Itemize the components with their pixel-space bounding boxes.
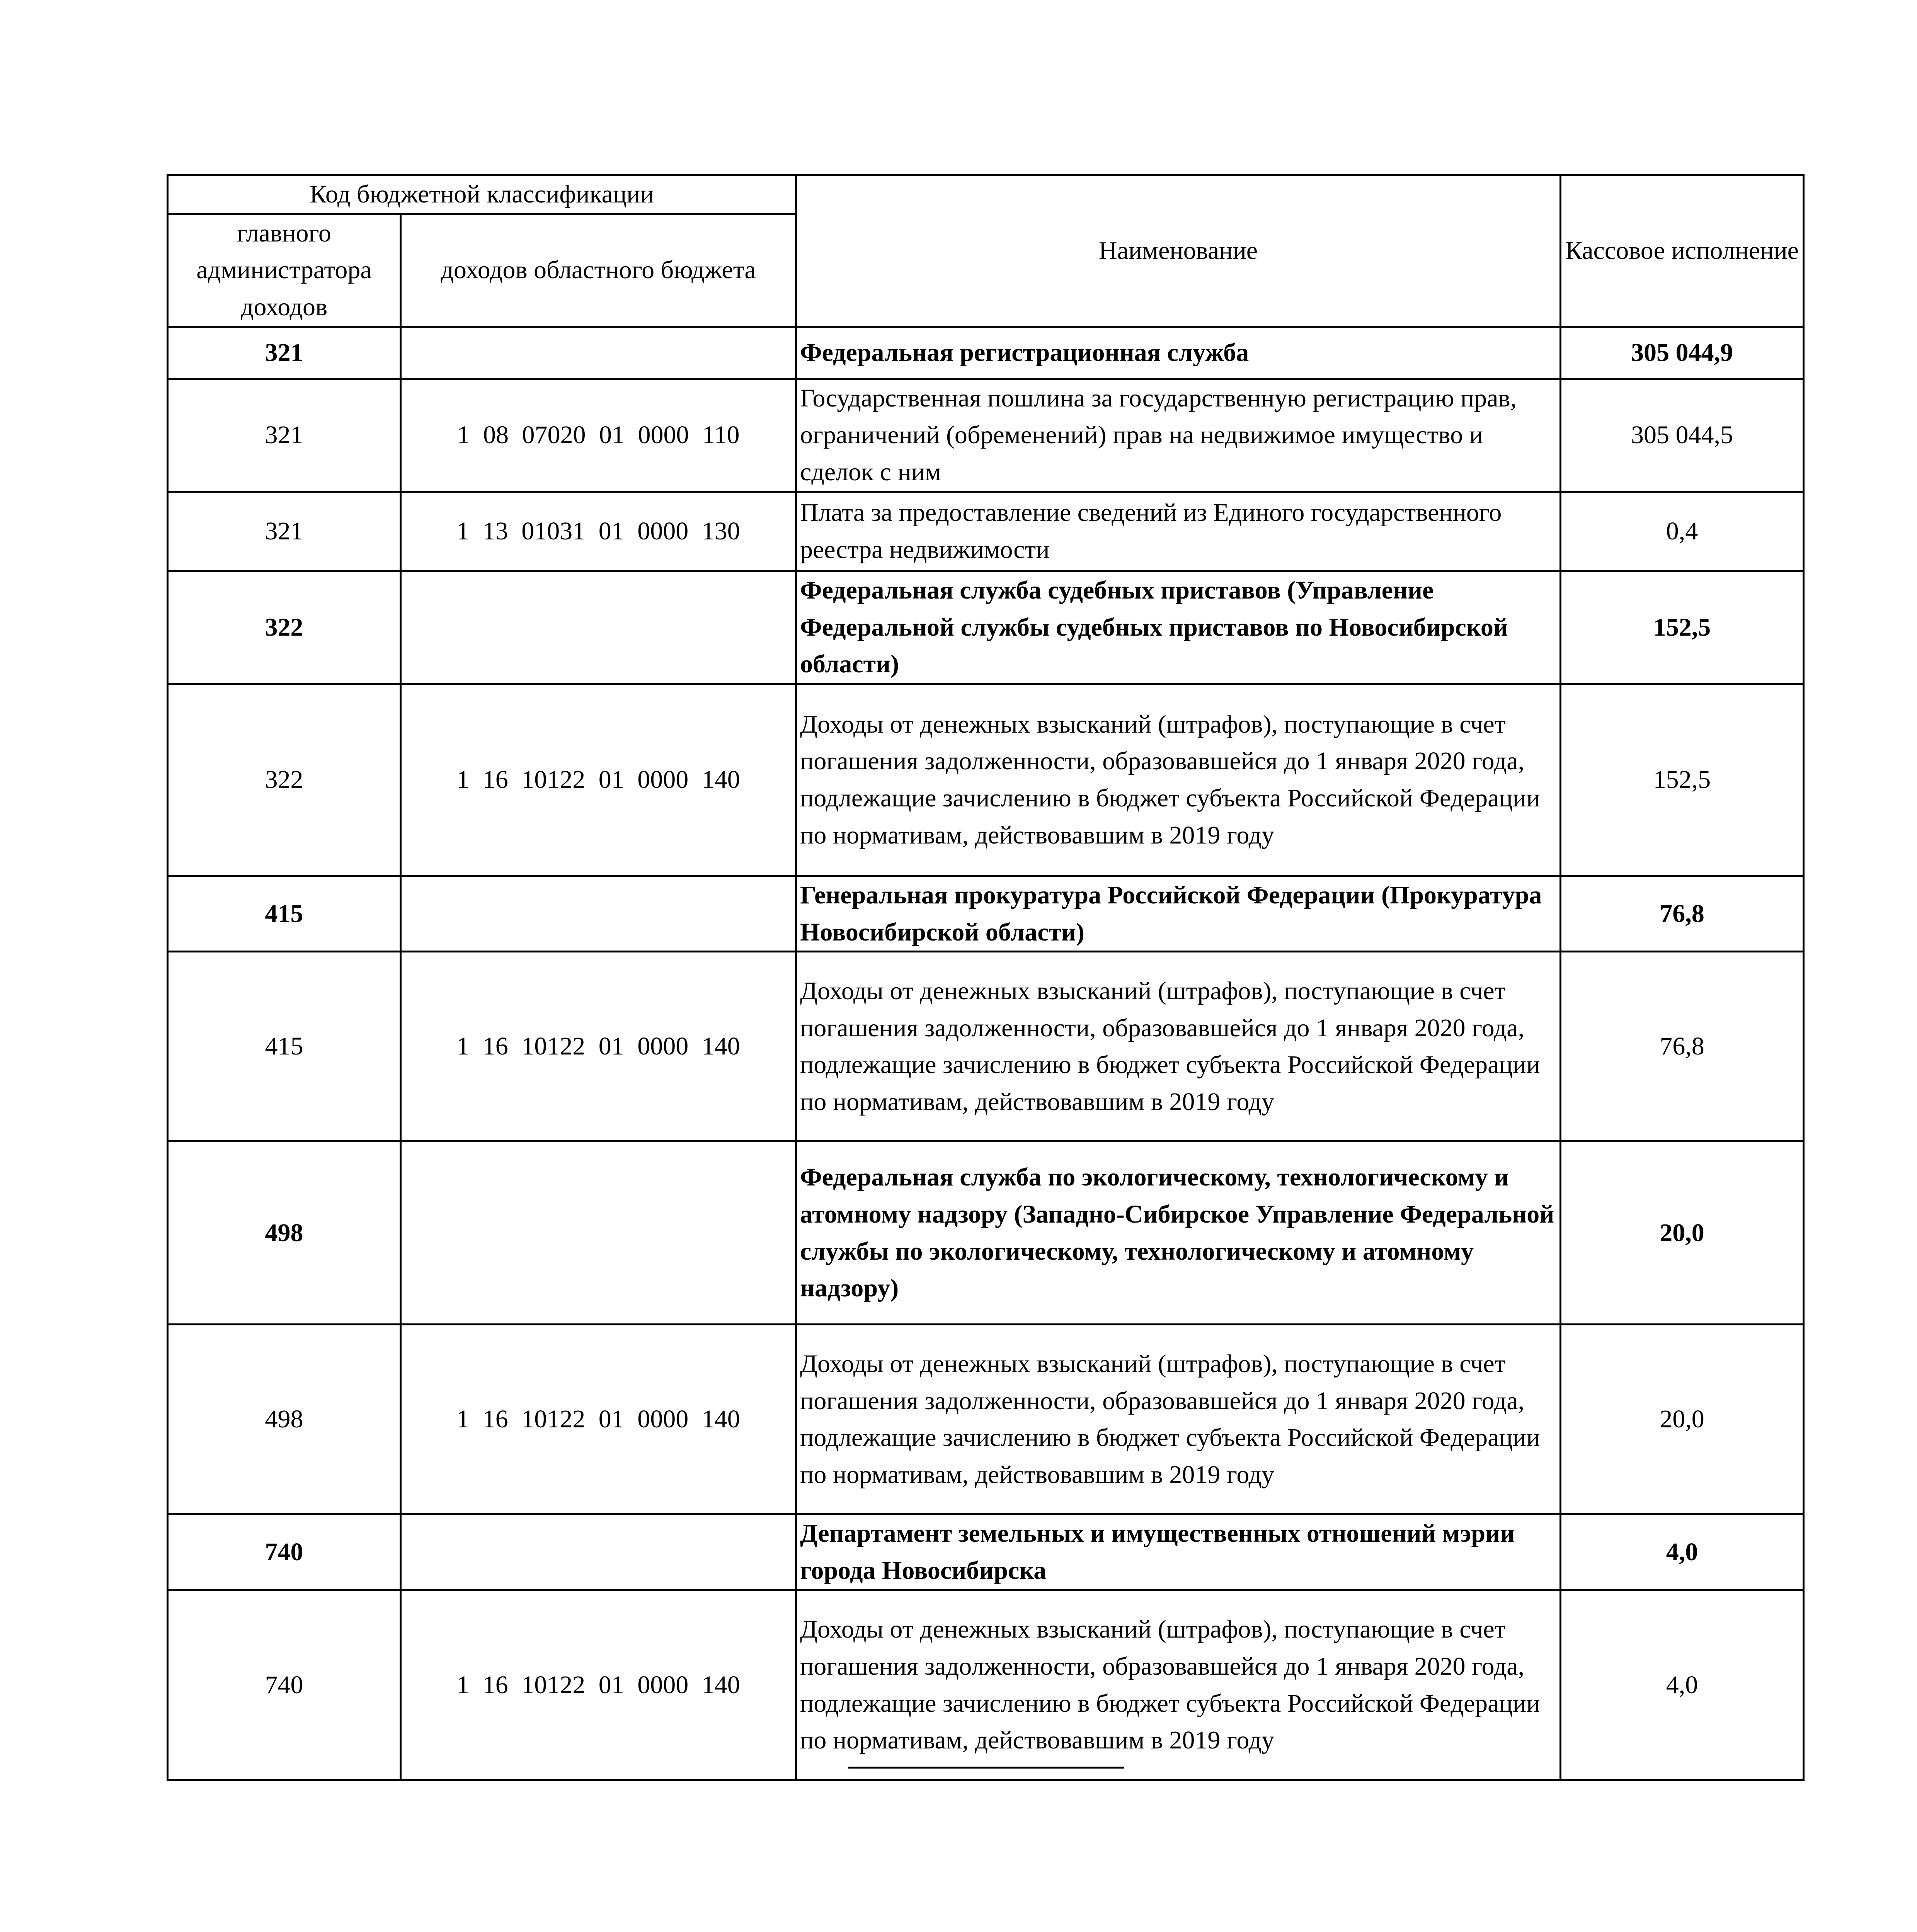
name-cell: Доходы от денежных взысканий (штрафов), поступающие в счет погашения задолженности, образовавшейся до 1 января 2020 года, подлежащие зачислению в бюджет субъекта Российской Федерации по нормативам, действовавшим в 2019 году bbox=[796, 952, 1561, 1141]
admin-code-cell: 498 bbox=[168, 1325, 401, 1514]
income-code-cell: 1 16 10122 01 0000 140 bbox=[401, 952, 796, 1141]
header-cash-execution: Кассовое исполнение bbox=[1561, 175, 1804, 327]
table-row bbox=[168, 1141, 1804, 1325]
table-row bbox=[168, 492, 1804, 571]
header-budget-code-group: Код бюджетной классификации bbox=[168, 175, 796, 214]
admin-code-cell: 321 bbox=[168, 327, 401, 379]
header-regional-budget-income: доходов областного бюджета bbox=[401, 214, 796, 327]
amount-cell: 0,4 bbox=[1561, 492, 1804, 571]
income-code-cell bbox=[401, 571, 796, 684]
income-code-cell bbox=[401, 327, 796, 379]
income-code-cell: 1 13 01031 01 0000 130 bbox=[401, 492, 796, 571]
name-cell: Доходы от денежных взысканий (штрафов), поступающие в счет погашения задолженности, образовавшейся до 1 января 2020 года, подлежащие зачислению в бюджет субъекта Российской Федерации по нормативам, действовавшим в 2019 году bbox=[796, 1590, 1561, 1780]
table-row bbox=[168, 876, 1804, 951]
table-row bbox=[168, 684, 1804, 876]
table-row bbox=[168, 327, 1804, 379]
amount-cell: 20,0 bbox=[1561, 1325, 1804, 1514]
income-code-cell bbox=[401, 876, 796, 951]
table-row bbox=[168, 1325, 1804, 1514]
amount-cell: 20,0 bbox=[1561, 1141, 1804, 1325]
amount-cell: 152,5 bbox=[1561, 571, 1804, 684]
admin-code-cell: 415 bbox=[168, 952, 401, 1141]
amount-cell: 76,8 bbox=[1561, 952, 1804, 1141]
income-code-cell bbox=[401, 1141, 796, 1325]
header-chief-administrator: главного администратора доходов bbox=[168, 214, 401, 327]
header-name: Наименование bbox=[796, 175, 1561, 327]
admin-code-cell: 740 bbox=[168, 1590, 401, 1780]
name-cell: Федеральная служба судебных приставов (Управление Федеральной службы судебных приставов по Новосибирской области) bbox=[796, 571, 1561, 684]
amount-cell: 4,0 bbox=[1561, 1590, 1804, 1780]
admin-code-cell: 321 bbox=[168, 379, 401, 492]
amount-cell: 4,0 bbox=[1561, 1514, 1804, 1590]
admin-code-cell: 321 bbox=[168, 492, 401, 571]
income-code-cell: 1 08 07020 01 0000 110 bbox=[401, 379, 796, 492]
name-cell: Генеральная прокуратура Российской Федерации (Прокуратура Новосибирской области) bbox=[796, 876, 1561, 951]
end-of-table-divider bbox=[848, 1767, 1124, 1769]
table-row bbox=[168, 952, 1804, 1141]
income-code-cell: 1 16 10122 01 0000 140 bbox=[401, 684, 796, 876]
income-code-cell: 1 16 10122 01 0000 140 bbox=[401, 1590, 796, 1780]
admin-code-cell: 415 bbox=[168, 876, 401, 951]
table-row bbox=[168, 379, 1804, 492]
amount-cell: 76,8 bbox=[1561, 876, 1804, 951]
admin-code-cell: 322 bbox=[168, 684, 401, 876]
income-code-cell: 1 16 10122 01 0000 140 bbox=[401, 1325, 796, 1514]
name-cell: Доходы от денежных взысканий (штрафов), поступающие в счет погашения задолженности, образовавшейся до 1 января 2020 года, подлежащие зачислению в бюджет субъекта Российской Федерации по нормативам, действовавшим в 2019 году bbox=[796, 684, 1561, 876]
table-row bbox=[168, 1590, 1804, 1780]
name-cell: Государственная пошлина за государственную регистрацию прав, ограничений (обременений) прав на недвижимое имущество и сделок с ним bbox=[796, 379, 1561, 492]
table-header-row bbox=[168, 175, 1804, 214]
amount-cell: 305 044,9 bbox=[1561, 327, 1804, 379]
name-cell: Департамент земельных и имущественных отношений мэрии города Новосибирска bbox=[796, 1514, 1561, 1590]
admin-code-cell: 740 bbox=[168, 1514, 401, 1590]
name-cell: Федеральная служба по экологическому, технологическому и атомному надзору (Западно-Сибирское Управление Федеральной службы по экологическому, технологическому и атомному надзору) bbox=[796, 1141, 1561, 1325]
name-cell: Плата за предоставление сведений из Единого государственного реестра недвижимости bbox=[796, 492, 1561, 571]
admin-code-cell: 498 bbox=[168, 1141, 401, 1325]
income-code-cell bbox=[401, 1514, 796, 1590]
amount-cell: 305 044,5 bbox=[1561, 379, 1804, 492]
table-row bbox=[168, 571, 1804, 684]
budget-classification-table bbox=[167, 174, 1805, 1781]
admin-code-cell: 322 bbox=[168, 571, 401, 684]
name-cell: Федеральная регистрационная служба bbox=[796, 327, 1561, 379]
name-cell: Доходы от денежных взысканий (штрафов), поступающие в счет погашения задолженности, образовавшейся до 1 января 2020 года, подлежащие зачислению в бюджет субъекта Российской Федерации по нормативам, действовавшим в 2019 году bbox=[796, 1325, 1561, 1514]
table-row bbox=[168, 1514, 1804, 1590]
amount-cell: 152,5 bbox=[1561, 684, 1804, 876]
